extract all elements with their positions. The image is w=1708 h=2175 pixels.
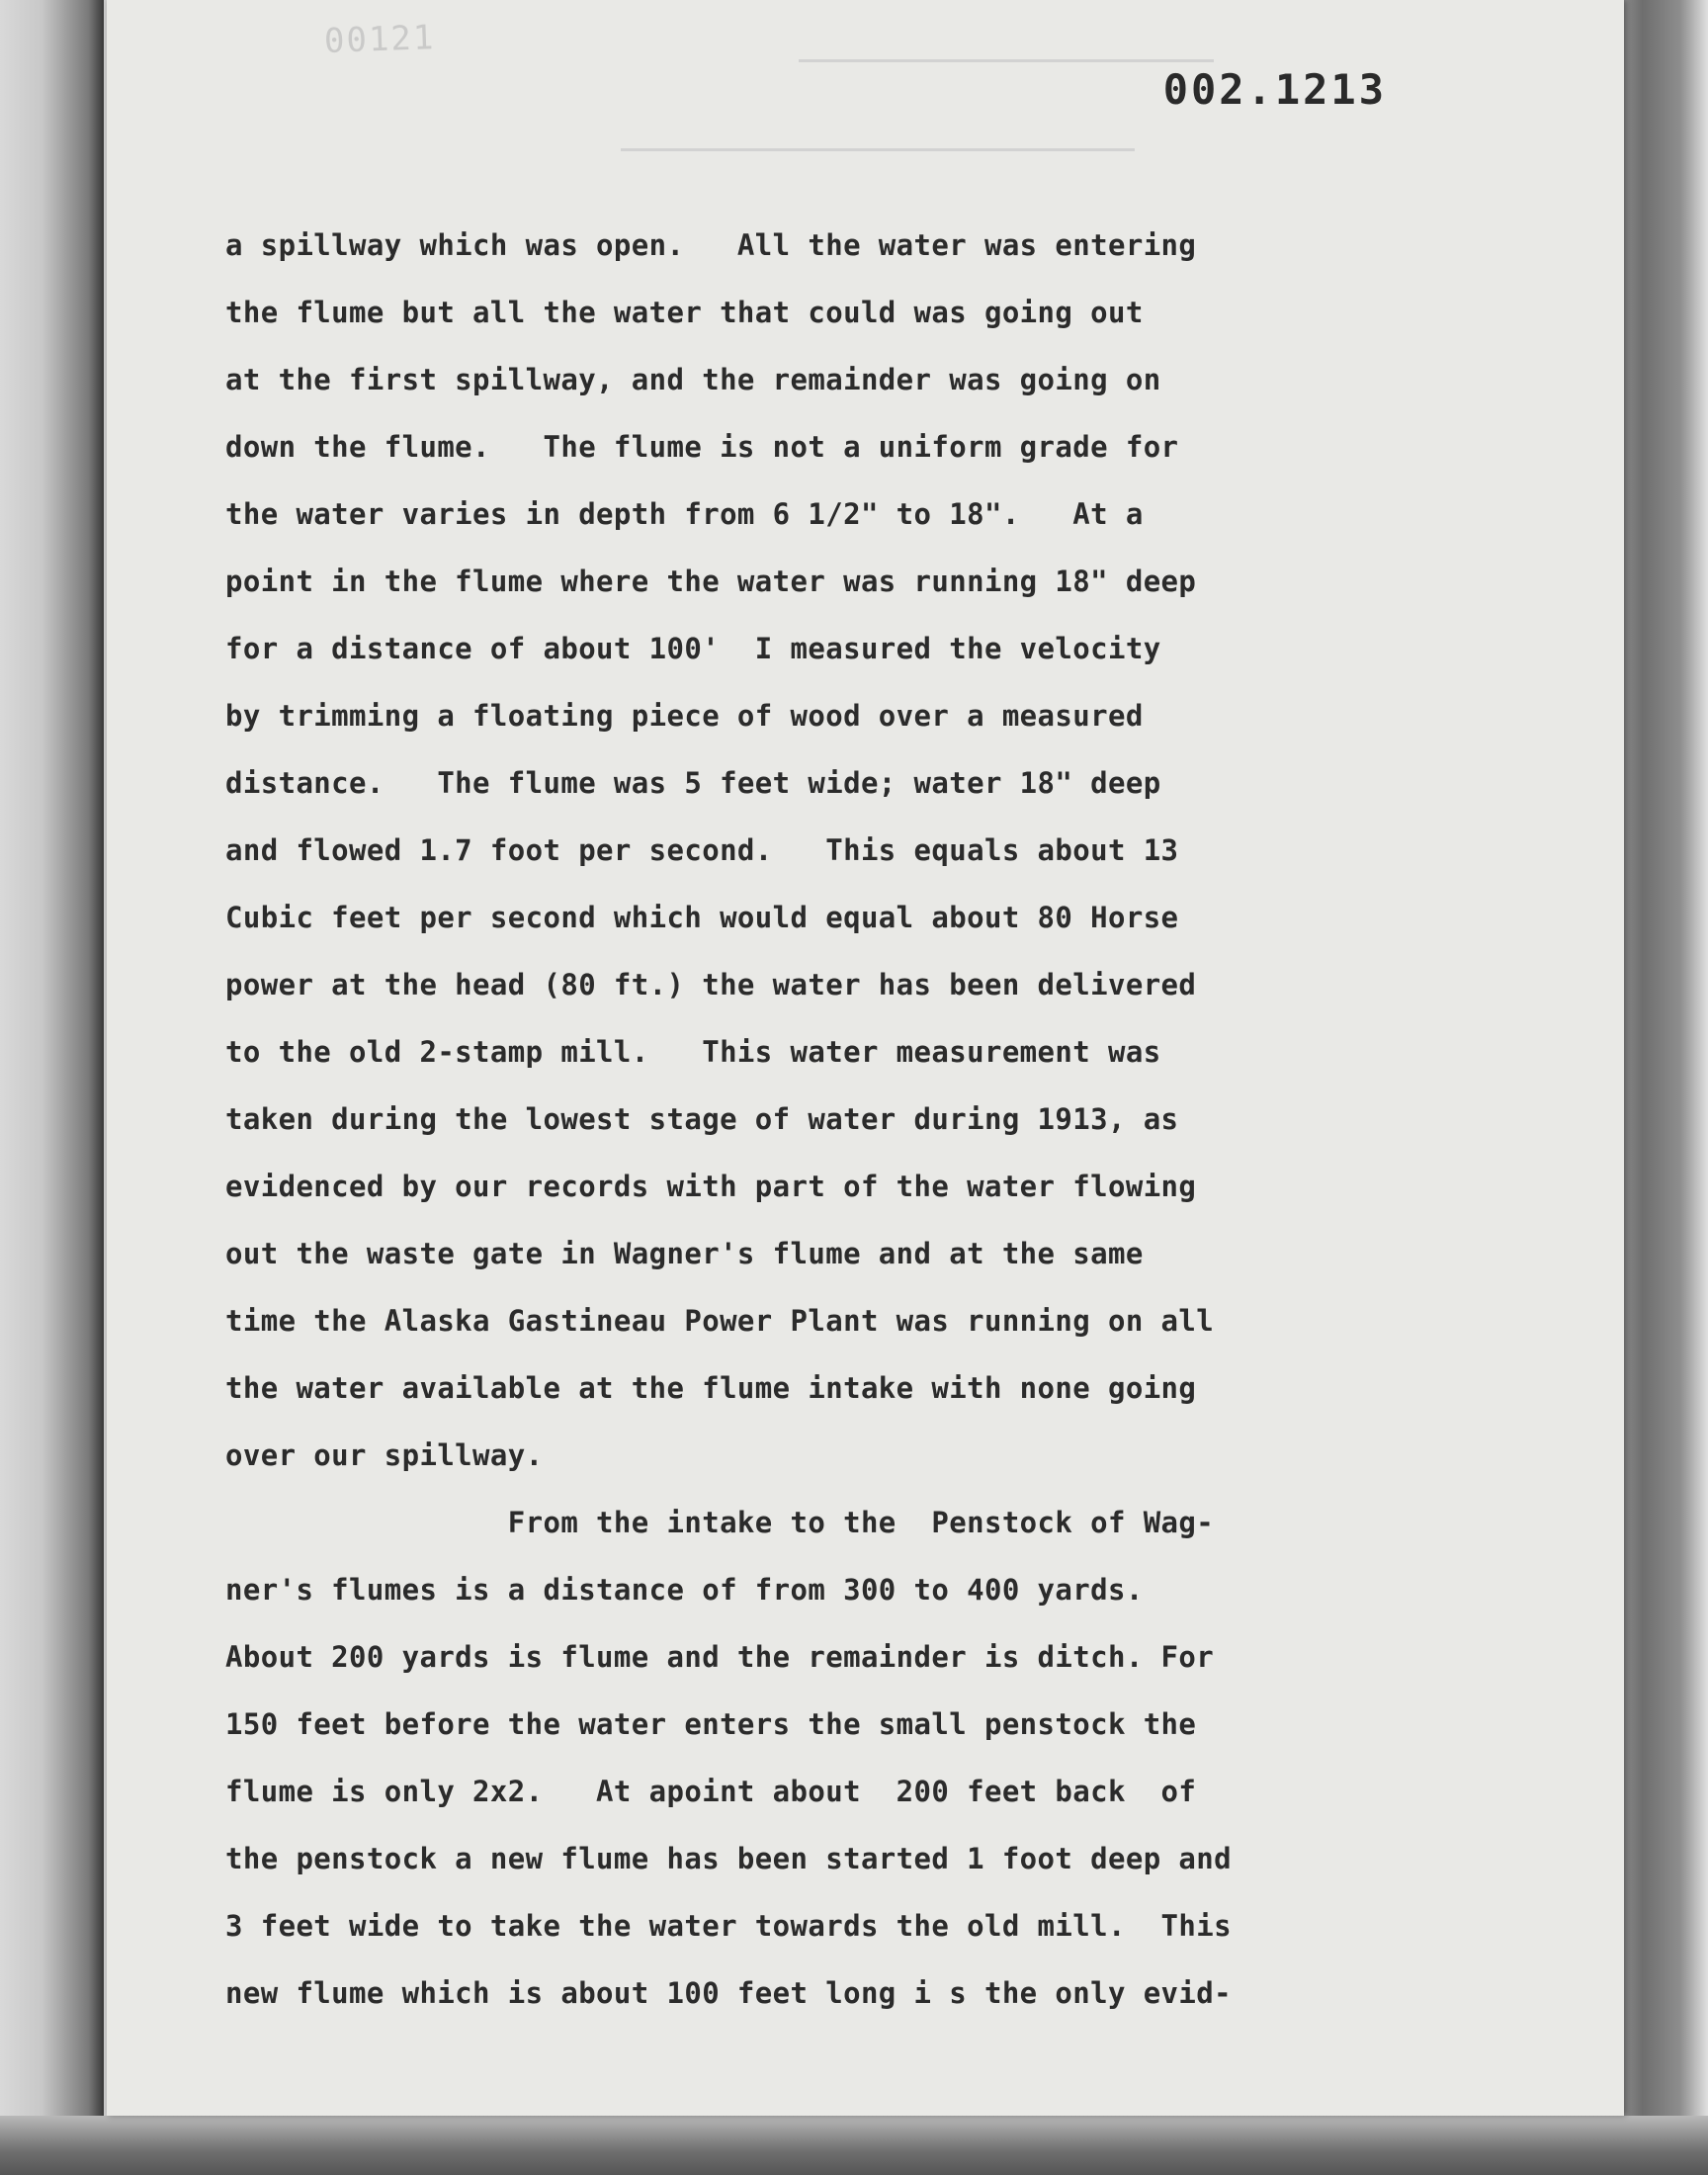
text-line: the penstock a new flume has been started 1 foot deep and: [225, 1842, 1232, 1875]
text-line: Cubic feet per second which would equal about 80 Horse: [225, 901, 1179, 934]
ghost-bleedthrough-line: [799, 59, 1214, 62]
text-line: taken during the lowest stage of water during 1913, as: [225, 1102, 1179, 1136]
text-line: down the flume. The flume is not a uniform grade for: [225, 430, 1179, 464]
text-line: 150 feet before the water enters the small penstock the: [225, 1707, 1197, 1741]
text-line: distance. The flume was 5 feet wide; water 18" deep: [225, 766, 1161, 800]
text-line: power at the head (80 ft.) the water has been delivered: [225, 968, 1197, 1001]
text-line: time the Alaska Gastineau Power Plant was running on all: [225, 1304, 1215, 1338]
scan-bottom-margin: [0, 2116, 1708, 2175]
text-line: and flowed 1.7 foot per second. This equals about 13: [225, 833, 1179, 867]
text-line: a spillway which was open. All the water was entering: [225, 228, 1197, 262]
text-line: 3 feet wide to take the water towards the old mill. This: [225, 1909, 1232, 1943]
text-line: out the waste gate in Wagner's flume and at the same: [225, 1237, 1144, 1270]
text-line: the water available at the flume intake with none going: [225, 1371, 1197, 1405]
text-line: About 200 yards is flume and the remainder is ditch. For: [225, 1640, 1215, 1674]
text-line: point in the flume where the water was running 18" deep: [225, 565, 1197, 598]
text-line: evidenced by our records with part of the water flowing: [225, 1170, 1197, 1203]
text-line: From the intake to the Penstock of Wag-: [225, 1506, 1215, 1539]
text-line: flume is only 2x2. At apoint about 200 feet back of: [225, 1775, 1197, 1808]
ghost-bleedthrough-line: [621, 148, 1135, 151]
text-line: new flume which is about 100 feet long i s the only evid-: [225, 1976, 1232, 2010]
text-line: the water varies in depth from 6 1/2" to 18". At a: [225, 497, 1144, 531]
text-line: for a distance of about 100' I measured the velocity: [225, 632, 1161, 665]
scan-right-margin: [1614, 0, 1708, 2175]
document-page: [107, 0, 1624, 2116]
text-line: the flume but all the water that could was going out: [225, 296, 1144, 329]
scan-left-margin: [0, 0, 104, 2175]
text-line: ner's flumes is a distance of from 300 to 400 yards.: [225, 1573, 1144, 1607]
text-line: at the first spillway, and the remainder was going on: [225, 363, 1161, 396]
text-line: by trimming a floating piece of wood over a measured: [225, 699, 1144, 733]
ghost-bleedthrough-number: 00121: [323, 18, 437, 61]
text-line: over our spillway.: [225, 1438, 544, 1472]
text-line: to the old 2-stamp mill. This water measurement was: [225, 1035, 1161, 1069]
typed-body-text: [225, 212, 1491, 2027]
document-number: 002.1213: [1162, 65, 1387, 114]
